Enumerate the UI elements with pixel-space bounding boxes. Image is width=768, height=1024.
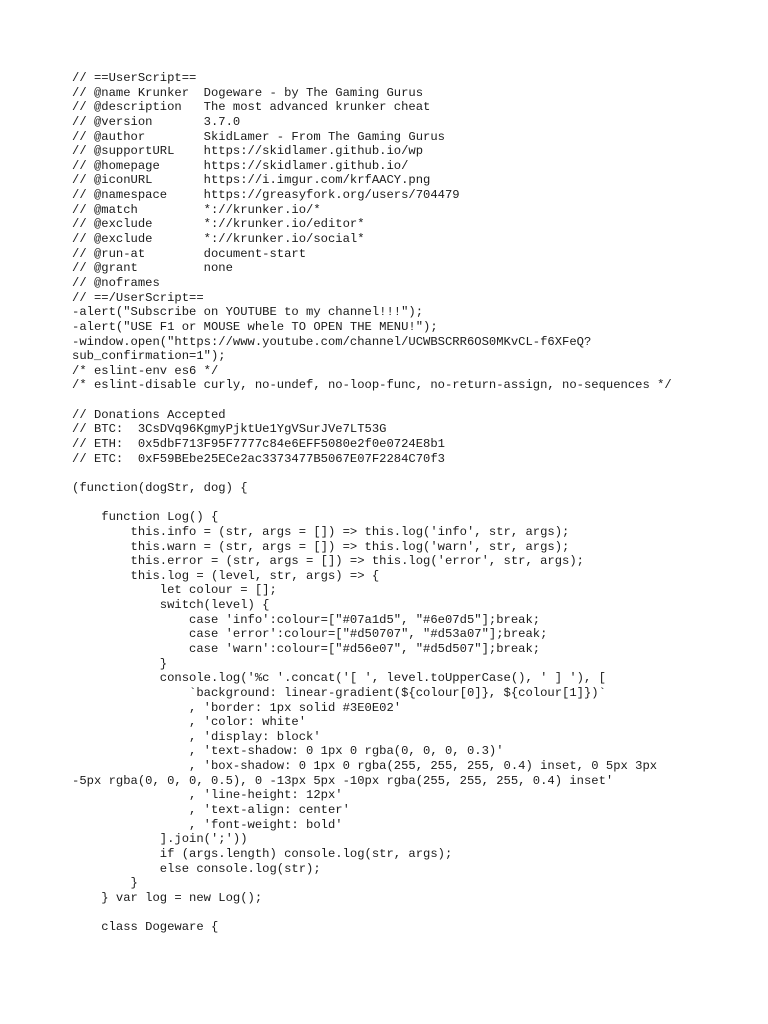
code-line: console.log('%c '.concat('[ ', level.toUpperCase(), ' ] '), [ — [72, 671, 606, 686]
code-line: } — [72, 876, 138, 891]
code-line: let colour = []; — [72, 583, 277, 598]
code-line: sub_confirmation=1"); — [72, 349, 226, 364]
code-line: this.log = (level, str, args) => { — [72, 568, 380, 583]
code-line: ].join(';')) — [72, 832, 248, 847]
code-line: // @name Krunker Dogeware - by The Gaming Gurus — [72, 85, 424, 100]
code-line: , 'display: block' — [72, 729, 321, 744]
code-line: , 'border: 1px solid #3E0E02' — [72, 700, 402, 715]
code-line: , 'color: white' — [72, 715, 307, 730]
code-line: // @supportURL https://skidlamer.github.io/wp — [72, 144, 424, 159]
code-line: // @noframes — [72, 275, 160, 290]
code-line: // Donations Accepted — [72, 407, 226, 422]
code-line: } var log = new Log(); — [72, 890, 263, 905]
code-line: // @iconURL https://i.imgur.com/krfAACY.png — [72, 173, 431, 188]
code-line: this.info = (str, args = []) => this.log('info', str, args); — [72, 524, 570, 539]
code-line: else console.log(str); — [72, 861, 321, 876]
code-line — [72, 466, 768, 481]
code-line: this.warn = (str, args = []) => this.log('warn', str, args); — [72, 539, 570, 554]
code-line: case 'info':colour=["#07a1d5", "#6e07d5"];break; — [72, 612, 541, 627]
code-line: `background: linear-gradient(${colour[0]}, ${colour[1]})` — [72, 685, 606, 700]
code-line: // @description The most advanced krunker cheat — [72, 100, 431, 115]
code-line: // @homepage https://skidlamer.github.io/ — [72, 158, 409, 173]
code-line: // ETH: 0x5dbF713F95F7777c84e6EFF5080e2f0e0724E8b1 — [72, 437, 445, 452]
code-line: , 'text-shadow: 0 1px 0 rgba(0, 0, 0, 0.3)' — [72, 744, 504, 759]
code-line — [72, 906, 768, 921]
code-line — [72, 496, 768, 511]
code-line: } — [72, 656, 168, 671]
code-line: case 'warn':colour=["#d56e07", "#d5d507"];break; — [72, 641, 541, 656]
code-line: // BTC: 3CsDVq96KgmyPjktUe1YgVSurJVe7LT53G — [72, 422, 387, 437]
code-line: , 'box-shadow: 0 1px 0 rgba(255, 255, 255, 0.4) inset, 0 5px 3px — [72, 759, 658, 774]
code-line: , 'line-height: 12px' — [72, 788, 343, 803]
code-line: switch(level) { — [72, 598, 270, 613]
code-line: , 'font-weight: bold' — [72, 817, 343, 832]
code-line: -5px rgba(0, 0, 0, 0.5), 0 -13px 5px -10px rgba(255, 255, 255, 0.4) inset' — [72, 773, 614, 788]
code-line: (function(dogStr, dog) { — [72, 480, 248, 495]
code-line: // @grant none — [72, 261, 233, 276]
code-line: case 'error':colour=["#d50707", "#d53a07"];break; — [72, 627, 548, 642]
code-line: // @version 3.7.0 — [72, 114, 241, 129]
code-line: , 'text-align: center' — [72, 803, 350, 818]
code-line: function Log() { — [72, 510, 219, 525]
code-document — [72, 71, 768, 935]
code-line: // ==/UserScript== — [72, 290, 204, 305]
code-line — [72, 393, 768, 408]
code-line: // ETC: 0xF59BEbe25ECe2ac3373477B5067E07F2284C70f3 — [72, 451, 445, 466]
code-line: // ==UserScript== — [72, 71, 197, 85]
code-line: /* eslint-disable curly, no-undef, no-loop-func, no-return-assign, no-sequences */ — [72, 378, 672, 393]
code-line: // @run-at document-start — [72, 246, 307, 261]
code-line: -window.open("https://www.youtube.com/channel/UCWBSCRR6OS0MKvCL-f6XFeQ? — [72, 334, 592, 349]
code-line: this.error = (str, args = []) => this.log('error', str, args); — [72, 554, 584, 569]
code-line: class Dogeware { — [72, 920, 219, 935]
code-line: // @exclude *://krunker.io/social* — [72, 232, 365, 247]
code-line: // @namespace https://greasyfork.org/users/704479 — [72, 188, 460, 203]
code-line: // @author SkidLamer - From The Gaming Gurus — [72, 129, 445, 144]
code-line: -alert("Subscribe on YOUTUBE to my channel!!!"); — [72, 305, 424, 320]
code-line: if (args.length) console.log(str, args); — [72, 846, 453, 861]
code-line: // @exclude *://krunker.io/editor* — [72, 217, 365, 232]
code-line: /* eslint-env es6 */ — [72, 363, 219, 378]
code-line: // @match *://krunker.io/* — [72, 202, 321, 217]
code-line: -alert("USE F1 or MOUSE whele TO OPEN THE MENU!"); — [72, 319, 438, 334]
